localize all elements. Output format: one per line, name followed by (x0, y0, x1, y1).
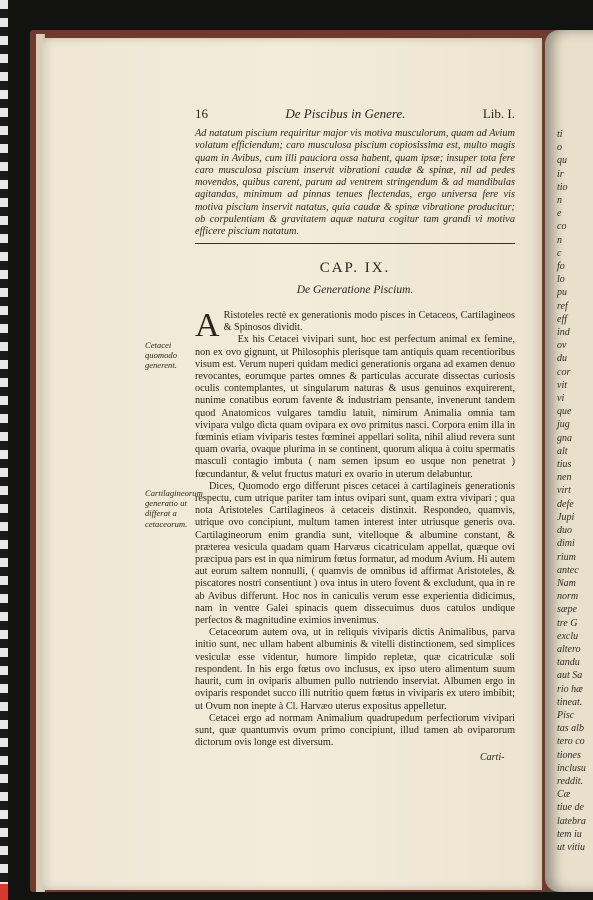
facing-fragment: tas alb (557, 723, 584, 735)
facing-fragment: tero co (557, 736, 585, 748)
facing-fragment: ir (557, 168, 564, 180)
facing-fragment: altero (557, 643, 581, 655)
facing-fragment: virt (557, 485, 571, 497)
paragraph-4: Cetaceorum autem ova, ut in reliquis viviparis dictis Animalibus, parva initio sunt, nec ullam habent albuminis & vitelli distinctionem, sed simplices vesiculæ esse videntur, humore limpido repletæ, quæ cicatriculæ soli respondent. In his ergo fœtus ovo inclusus, ex ipso utero alimentum suum haurit, cum in oviparis albumen pullo nutriendo inserviat. Albumen ergo in oviparis respondet succo illi nutritio quem fœtus in viviparis ex utero imbibit; ut Ovum non inepte à Cl. Harvæo uterus expositus appelletur. (195, 627, 515, 712)
facing-fragment: ref (557, 300, 568, 312)
facing-fragment: latebra (557, 815, 586, 827)
facing-fragment: Jupi (557, 511, 575, 523)
facing-fragment: exclu (557, 630, 579, 642)
color-scale-ruler (0, 0, 8, 900)
facing-fragment: Cæ (557, 789, 571, 801)
facing-fragment: c (557, 247, 562, 259)
facing-fragment: Pisc (557, 709, 575, 721)
facing-fragment: que (557, 406, 572, 418)
facing-fragment: eff (557, 313, 567, 325)
facing-fragment: qu (557, 155, 567, 167)
facing-fragment: defe (557, 498, 574, 510)
facing-fragment: vi (557, 393, 565, 405)
facing-fragment: cor (557, 366, 571, 378)
paragraph-1-text: Ristoteles rectè ex generationis modo pisces in Cetaceos, Cartilagineos & Spinosos dividit. (223, 310, 515, 334)
facing-fragment: jug (557, 419, 570, 431)
facing-fragment: nen (557, 472, 572, 484)
facing-fragment: gna (557, 432, 572, 444)
paragraph-3: Dices, Quomodo ergo differunt pisces cetacei à cartilagineis generationis respectu, cum utrique pariter tam intus ovipari sunt, quam extra vivipari ; qua nota Aristoteles Cartilagineos à cetaceis distinxit. Respondeo, quamvis, utrique ovo concipiunt, multum tamen interest inter utriusque generis ova. Cartilagineorum enim grandia sunt, vitelloque & albumine constant, & præterea vesicula quadam quam Harvæus cicatriculam appellat, quæque ovi præcipua pars est in qua nimirum fœtus formatur, ad modum Avium. Hi autem aut eorum saltem nonnulli, ( quamvis de omnibus id affirmat Aristoteles, & piscatores nostri consentiunt ) ova intus in utero fovent & excludunt, qua in re ab Avibus differunt. Hoc nos in caniculis verum esse experientia didicimus, nam in ventre Galei spinacis quem dissecuimus duos catulos undique perfectos & magnitudine eximios invenimus. (195, 480, 515, 627)
facing-fragment: inclusu (557, 762, 586, 774)
running-header (195, 106, 515, 122)
facing-fragment: aut Sa (557, 670, 583, 682)
intro-paragraph: Ad natatum piscium requiritur major vis motiva musculorum, quam ad Avium volatum efficiendum; caro musculosa piscium copiosissima est, multo magis quam in Avibus, cum illi pauciora ossa habent, quam ipsæ; insuper tota fere caro musculosa piscium inservit vibrationi caudæ & spinæ, nil ad pedes movendos, quibus carent, parum ad ventrem stringendum & ad mandibulas agitandas, minimum ad pinnas tenues flectendas, ergo universa fere vis motiva piscium inservit natatus, quia caudæ & spinæ vibratione producitur; ob corpulentiam & gravitatem aquæ natura cogitur tam grandi vi motiva efficere piscium natatum. (195, 128, 515, 238)
margin-note-cartilagineorum: Cartilagineorum generatio ut differat a cetaceorum. (145, 488, 203, 529)
running-title: De Piscibus in Genere. (285, 106, 406, 121)
facing-fragment: tineat. (557, 696, 583, 708)
facing-fragment: tre G (557, 617, 578, 629)
facing-fragment: tiones (557, 749, 581, 761)
facing-fragment: ind (557, 327, 570, 339)
facing-fragment: Nam (557, 577, 576, 589)
chapter-title: De Generatione Piscium. (296, 284, 414, 296)
facing-fragment: co (557, 221, 567, 233)
facing-fragment: sæpe (557, 604, 577, 616)
section-rule (195, 243, 515, 244)
facing-fragment: vit (557, 379, 567, 391)
paragraph-2: Ex his Cetacei vivipari sunt, hoc est perfectum animal ex femine, non ex ovo gignunt, ut Philosophis plerisque tam antiquis quam recentioribus visum est. Verum nuperi quidam medici generationis organa ad examen denuo revocantes, eorumque partes omnes & particulas accurate dissectas curiosis oculis contemplantes, ut singularum naturas & usus genuinos exquirerent, nunime conatibus eorum favente & industriam pensante, invenerunt tandem quod Anatomicos vulgares tamdiu latuit, nimirum Animalia omnia tam vivipara vulgo dicta quam ovipara ex ovo primitus nasci. Corpora enim illa in fœminis etiam viviparis testes fœminei appellari solita, nihil aliud revera sunt quam ovaria, ovaque plurima in se continent, quorum aliqua à coitu spermatis masculi contagio imbuta ( nam semen ipsum eo usque non penetrat ) fœcundantur, & velut fructus maturi ex ovario in uterum delabuntur. (195, 334, 515, 480)
facing-fragment: reddit. (557, 775, 584, 787)
facing-fragment: o (557, 142, 562, 154)
facing-page (545, 30, 593, 892)
facing-fragment: alt (557, 445, 568, 457)
catchword: Carti- (480, 752, 505, 763)
facing-fragment: dimi (557, 538, 575, 550)
chapter-heading: CAP. IX. (319, 260, 391, 276)
facing-fragment: ti (557, 129, 563, 140)
facing-fragment: lo (557, 274, 565, 286)
facing-fragment: tandu (557, 657, 580, 669)
facing-fragment: duo (557, 525, 572, 537)
facing-fragment: rio hæ (557, 683, 583, 695)
facing-fragment: e (557, 208, 562, 220)
facing-fragment: ut vitiu (557, 841, 586, 853)
facing-fragment: pu (557, 287, 567, 299)
facing-fragment: tio (557, 181, 568, 193)
facing-fragment: ov (557, 340, 567, 352)
drop-cap: A (195, 307, 220, 344)
facing-fragment: norm (557, 591, 579, 603)
paragraph-1 (195, 307, 515, 344)
facing-fragment: tius (557, 459, 572, 471)
facing-fragment: n (557, 234, 562, 246)
paragraph-5: Cetacei ergo ad normam Animalium quadrupedum perfectiorum vivipari sunt, quæ quantumvis ovum primo concipiunt, illud tamen ab oviparorum dictorum ovis longe est diversum. (195, 712, 515, 749)
facing-fragment: n (557, 195, 562, 207)
page-number: 16 (195, 106, 208, 121)
facing-fragment: rium (557, 551, 576, 563)
facing-fragment: du (557, 353, 567, 365)
book-label: Lib. I. (482, 106, 515, 121)
facing-fragment: tiue de (557, 802, 584, 814)
chapter-body (195, 307, 515, 749)
facing-fragment: tem iu (557, 828, 582, 840)
facing-fragment: fo (557, 261, 565, 273)
margin-note-cetacei: Cetacei quomodo generent. (145, 340, 177, 371)
facing-fragment: antec (557, 564, 579, 576)
